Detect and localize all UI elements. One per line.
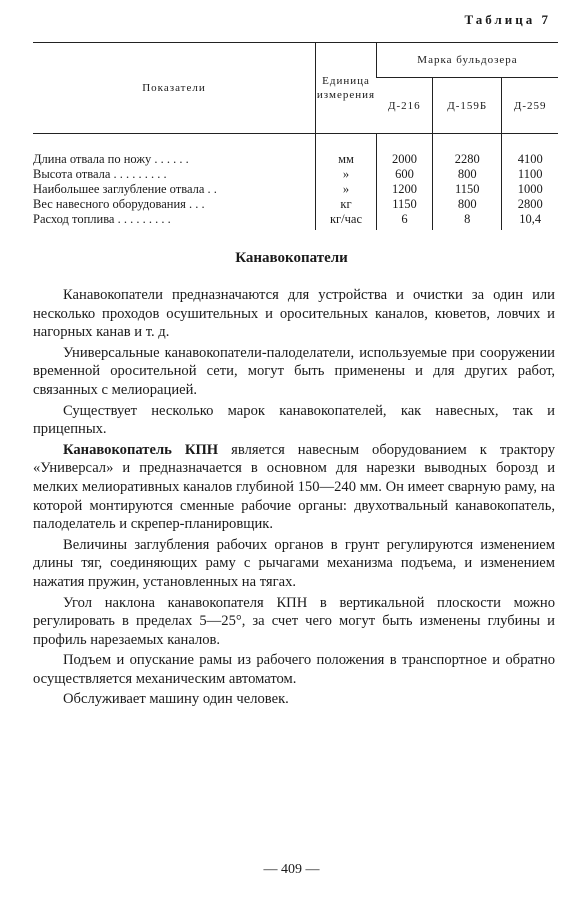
table-row (33, 182, 558, 197)
row-unit: кг (316, 197, 377, 212)
paragraph: Канавокопатели предназначаются для устройства и очистки за один или несколько проходов осушительных и оросительных каналов, кюветов, ловчих и нагорных канав и т. д. (33, 287, 555, 341)
row-value: 2280 (433, 152, 502, 167)
row-value: 1150 (433, 182, 502, 197)
paragraph: Подъем и опускание рамы из рабочего положения в транспортное и обратно осуществляется механическим автоматом. (33, 652, 555, 687)
row-value: 1200 (377, 182, 433, 197)
row-value: 800 (433, 197, 502, 212)
page-number: — 409 — (263, 862, 320, 877)
row-name: Длина отвала по ножу . . . . . . (33, 152, 189, 166)
paragraph: Существует несколько марок канавокопателей, как навесных, так и прицепных. (33, 402, 555, 438)
header-model: Д-159Б (433, 78, 502, 134)
body-text (33, 286, 555, 711)
row-unit: » (316, 182, 377, 197)
header-brand-group: Марка бульдозера (377, 43, 559, 78)
paragraph: Обслуживает машину один человек. (63, 691, 289, 708)
table-row (33, 167, 558, 182)
row-value: 6 (377, 212, 433, 230)
row-value: 1150 (377, 197, 433, 212)
paragraph: Величины заглубления рабочих органов в грунт регулируются изменением длины тяг, соединяющих раму с рычагами механизма подъема, и изменением нажатия пружин, установленных на тягах. (33, 536, 555, 590)
paragraph (33, 441, 555, 534)
table-spacer-row (33, 134, 558, 153)
paragraph: Универсальные канавокопатели-палоделатели, используемые при сооружении временной оросительной сети, могут быть применены и для других работ, связанных с мелиорацией. (33, 344, 555, 398)
row-unit: мм (316, 152, 377, 167)
row-value: 800 (433, 167, 502, 182)
table-row (33, 197, 558, 212)
row-value: 8 (433, 212, 502, 230)
paragraph: Угол наклона канавокопателя КПН в вертикальной плоскости можно регулировать в пределах 5—25°, за счет чего могут быть изменены глубины и профиль нарезаемых каналов. (33, 594, 555, 648)
row-name: Наибольшее заглубление отвала . . (33, 182, 217, 196)
row-name: Высота отвала . . . . . . . . . (33, 167, 167, 181)
table-row (33, 152, 558, 167)
header-model: Д-216 (377, 78, 433, 134)
paragraph-rest: является навесным оборудованием к трактору «Универсал» и предназначается в основном для нарезки выводных борозд и мелких мелиоративных каналов глубиной 150—240 мм. Он имеет сварную раму, на которой монтируются сменные рабочие органы: двухотвальный канавокопатель, палоделатель и скрепер-планировщик. (33, 441, 555, 533)
header-model: Д-259 (502, 78, 558, 134)
row-unit: » (316, 167, 377, 182)
row-value: 2000 (377, 152, 433, 167)
row-unit: кг/час (316, 212, 377, 230)
section-title: Канавокопатели (235, 250, 348, 266)
row-value: 1000 (502, 182, 558, 197)
paragraph-bold-lead: Канавокопатель КПН (63, 441, 219, 458)
header-unit: Единица измерения (316, 43, 377, 134)
row-value: 600 (377, 167, 433, 182)
header-indicators: Показатели (33, 43, 316, 134)
row-name: Вес навесного оборудования . . . (33, 197, 205, 211)
row-value: 1100 (502, 167, 558, 182)
bulldozer-specs-table (33, 42, 558, 230)
table-row (33, 212, 558, 230)
row-name: Расход топлива . . . . . . . . . (33, 212, 171, 226)
row-value: 2800 (502, 197, 558, 212)
table-caption: Таблица 7 (464, 12, 551, 27)
row-value: 10,4 (502, 212, 558, 230)
row-value: 4100 (502, 152, 558, 167)
